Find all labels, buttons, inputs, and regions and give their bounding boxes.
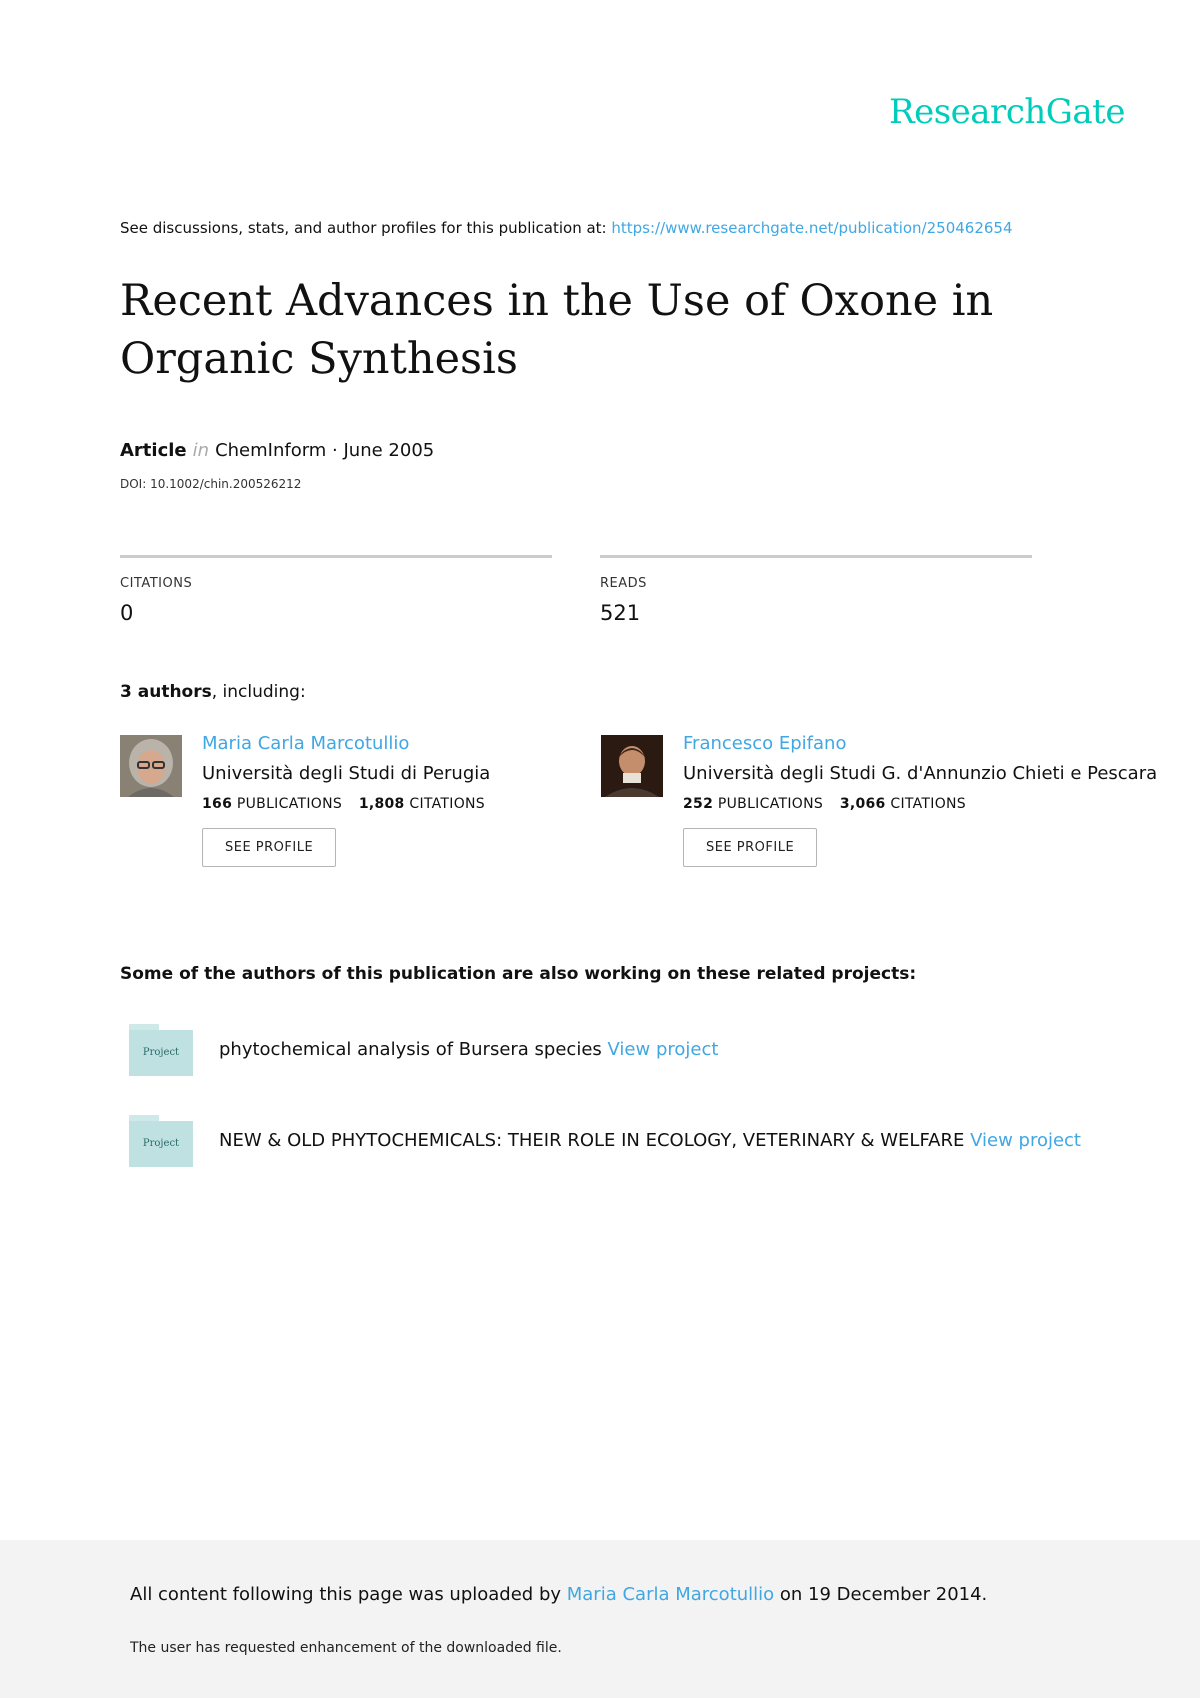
project-title: NEW & OLD PHYTOCHEMICALS: THEIR ROLE IN ECOLOGY, VETERINARY & WELFARE	[219, 1130, 965, 1151]
project-title: phytochemical analysis of Bursera species	[219, 1039, 602, 1060]
publications-label: PUBLICATIONS	[717, 796, 824, 812]
upload-line	[130, 1584, 987, 1605]
citations-label: CITATIONS	[120, 576, 193, 591]
upload-suffix: on 19 December 2014.	[779, 1584, 988, 1605]
article-type: Article	[120, 440, 187, 461]
avatar[interactable]	[601, 735, 663, 797]
upload-prefix: All content following this page was uploaded by	[130, 1584, 562, 1605]
author-citations-count: 1,808	[358, 796, 405, 812]
related-projects-heading: Some of the authors of this publication are also working on these related projects:	[120, 964, 917, 984]
avatar[interactable]	[120, 735, 182, 797]
citations-label: CITATIONS	[890, 796, 966, 812]
uploader-link[interactable]: Maria Carla Marcotullio	[566, 1584, 775, 1605]
citations-label: CITATIONS	[409, 796, 485, 812]
author-institution: Università degli Studi di Perugia	[202, 763, 491, 784]
view-project-link[interactable]: View project	[607, 1039, 719, 1060]
view-project-link[interactable]: View project	[970, 1130, 1081, 1151]
citations-stat	[120, 555, 552, 625]
project-folder-icon	[129, 1024, 193, 1078]
project-icon-label: Project	[129, 1121, 193, 1167]
project-item	[129, 1024, 1129, 1084]
in-label: in	[192, 440, 210, 461]
project-icon-label: Project	[129, 1030, 193, 1076]
author-stats	[683, 796, 1073, 812]
article-title: Recent Advances in the Use of Oxone in Organic Synthesis	[120, 276, 994, 384]
reads-value: 521	[600, 601, 641, 625]
see-profile-button[interactable]: SEE PROFILE	[202, 828, 336, 867]
venue-date: ChemInform · June 2005	[215, 440, 435, 461]
project-folder-icon	[129, 1115, 193, 1169]
citations-value: 0	[120, 601, 134, 625]
article-meta	[120, 440, 434, 461]
authors-count: 3 authors	[120, 682, 212, 702]
publications-label: PUBLICATIONS	[236, 796, 343, 812]
reads-label: READS	[600, 576, 647, 591]
discussions-text: See discussions, stats, and author profiles for this publication at:	[120, 219, 607, 237]
author-publications-count: 252	[683, 796, 714, 812]
author-institution: Università degli Studi G. d'Annunzio Chieti e Pescara	[683, 763, 1158, 784]
enhancement-note: The user has requested enhancement of the downloaded file.	[130, 1640, 562, 1656]
researchgate-logo: ResearchGate	[889, 92, 1125, 132]
author-publications-count: 166	[202, 796, 233, 812]
project-item	[129, 1115, 1129, 1175]
upload-footer	[0, 1540, 1200, 1698]
author-name-link[interactable]: Francesco Epifano	[683, 733, 847, 754]
see-profile-button[interactable]: SEE PROFILE	[683, 828, 817, 867]
doi: DOI: 10.1002/chin.200526212	[120, 477, 302, 491]
author-stats	[202, 796, 592, 812]
discussions-line	[120, 219, 1013, 237]
authors-heading	[120, 682, 306, 702]
authors-including: , including:	[211, 682, 306, 702]
reads-stat	[600, 555, 1032, 625]
publication-url-link[interactable]: https://www.researchgate.net/publication/250462654	[611, 219, 1013, 237]
author-citations-count: 3,066	[839, 796, 886, 812]
author-name-link[interactable]: Maria Carla Marcotullio	[202, 733, 410, 754]
